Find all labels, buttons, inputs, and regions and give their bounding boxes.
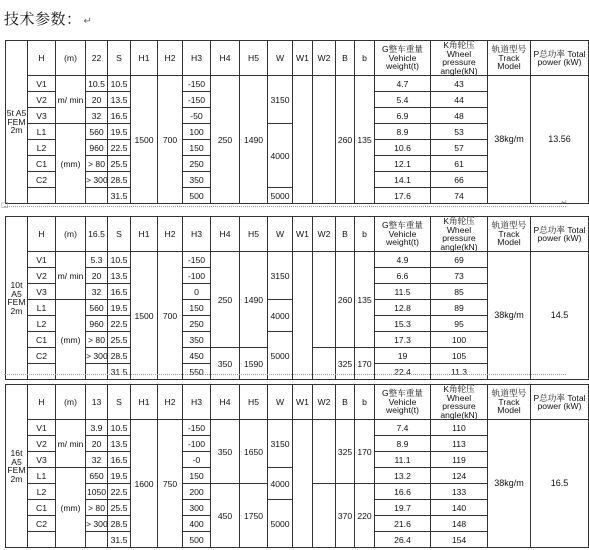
m-value: 32 — [86, 284, 108, 300]
row-label: V3 — [28, 452, 56, 468]
header-w2: W2 — [313, 41, 336, 76]
m-value: > 80 — [86, 500, 108, 516]
header-total-power: P总功率 Total power (kW) — [531, 385, 589, 420]
wheel-pressure-value: 154 — [431, 532, 488, 548]
spec-table-5t — [5, 40, 589, 204]
h3-value: -100 — [183, 436, 211, 452]
capacity-label: 10t A5 FEM 2m — [6, 217, 28, 380]
s-value: 28.5 — [108, 516, 131, 532]
wheel-pressure-value: 100 — [431, 332, 488, 348]
table-header-row — [6, 41, 589, 76]
m-value — [86, 188, 108, 204]
m-value: 32 — [86, 108, 108, 124]
unit-speed: m/ min — [56, 420, 86, 468]
h3-value: 250 — [183, 156, 211, 172]
header-h3: H3 — [183, 41, 211, 76]
header-h1: H1 — [131, 41, 158, 76]
header-w2: W2 — [313, 217, 336, 252]
total-power-value: 14.5 — [531, 252, 589, 380]
wheel-pressure-value: 53 — [431, 124, 488, 140]
header-w: W — [268, 217, 293, 252]
wheel-pressure-value: 43 — [431, 76, 488, 92]
row-label — [28, 188, 56, 204]
header-w1: W1 — [293, 41, 313, 76]
w1-value — [293, 76, 313, 204]
vehicle-weight-value: 8.9 — [375, 436, 431, 452]
header-vehicle-weight: G整车重量 Vehicle weight(t) — [375, 385, 431, 420]
vehicle-weight-value: 21.6 — [375, 516, 431, 532]
s-value: 25.5 — [108, 156, 131, 172]
row-label: L2 — [28, 140, 56, 156]
h4-value: 250 — [211, 252, 240, 348]
vehicle-weight-value: 11.5 — [375, 284, 431, 300]
vehicle-weight-value: 14.1 — [375, 172, 431, 188]
w-value: 3150 — [268, 420, 293, 468]
m-value: > 80 — [86, 156, 108, 172]
header-w1: W1 — [293, 385, 313, 420]
row-label: V1 — [28, 76, 56, 92]
w-value: 4000 — [268, 124, 293, 188]
vehicle-weight-value: 7.4 — [375, 420, 431, 436]
total-power-value: 13.56 — [531, 76, 589, 204]
w-value: 5000 — [268, 500, 293, 548]
header-b: b — [355, 217, 375, 252]
s-value: 19.5 — [108, 300, 131, 316]
row-label: C1 — [28, 332, 56, 348]
vehicle-weight-value: 13.2 — [375, 468, 431, 484]
paragraph-mark-icon: ↵ — [561, 198, 568, 207]
row-label: C1 — [28, 156, 56, 172]
s-value: 31.5 — [108, 532, 131, 548]
header-b: B — [336, 41, 355, 76]
row-label: L1 — [28, 300, 56, 316]
s-value: 16.5 — [108, 108, 131, 124]
m-value: 20 — [86, 436, 108, 452]
wheel-pressure-value: 61 — [431, 156, 488, 172]
table-header-row — [6, 217, 589, 252]
m-value — [86, 532, 108, 548]
unit-length: (mm) — [56, 124, 86, 204]
h4-value: 350 — [211, 420, 240, 484]
h3-value: 0 — [183, 284, 211, 300]
row-label: V3 — [28, 108, 56, 124]
header-unit-m: (m) — [56, 217, 86, 252]
unit-length: (mm) — [56, 300, 86, 380]
w2-value — [313, 348, 336, 380]
h3-value: 350 — [183, 332, 211, 348]
h3-value: -150 — [183, 76, 211, 92]
s-value: 31.5 — [108, 188, 131, 204]
spec-table-16t — [5, 384, 589, 548]
header-h4: H4 — [211, 217, 240, 252]
w-value: 5000 — [268, 332, 293, 380]
vehicle-weight-value: 19.7 — [375, 500, 431, 516]
m-value: > 80 — [86, 332, 108, 348]
h2-value: 700 — [158, 252, 183, 380]
capacity-label: 16t A5 FEM 2m — [6, 385, 28, 548]
h5-value: 1650 — [240, 420, 268, 484]
m-value: 560 — [86, 124, 108, 140]
document-title — [4, 8, 92, 29]
unit-speed: m/ min — [56, 76, 86, 124]
unit-speed: m/ min — [56, 252, 86, 300]
w-value: 3150 — [268, 252, 293, 300]
w2-value — [313, 484, 336, 548]
b-value: 260 — [336, 76, 355, 204]
header-wheel-pressure: K角轮压 Wheel pressure angle(kN) — [431, 217, 488, 252]
row-label: V2 — [28, 268, 56, 284]
header-track-model: 轨道型号 Track Model — [488, 385, 531, 420]
header-h: H — [28, 217, 56, 252]
wheel-pressure-value: 89 — [431, 300, 488, 316]
h3-value: 500 — [183, 532, 211, 548]
m-value: 20 — [86, 92, 108, 108]
vehicle-weight-value: 4.9 — [375, 252, 431, 268]
row-label: V2 — [28, 436, 56, 452]
s-value: 28.5 — [108, 172, 131, 188]
wheel-pressure-value: 113 — [431, 436, 488, 452]
h3-value: -150 — [183, 252, 211, 268]
b-value: 135 — [355, 76, 375, 204]
s-value: 22.5 — [108, 140, 131, 156]
w1-value — [293, 420, 313, 548]
s-value: 25.5 — [108, 332, 131, 348]
h3-value: 200 — [183, 484, 211, 500]
track-model-value: 38kg/m — [488, 252, 531, 380]
s-value: 13.5 — [108, 436, 131, 452]
vehicle-weight-value: 12.1 — [375, 156, 431, 172]
m-value: 3.9 — [86, 420, 108, 436]
h3-value: 150 — [183, 468, 211, 484]
header-speed: 22 — [86, 41, 108, 76]
header-b: b — [355, 41, 375, 76]
header-s: S — [108, 385, 131, 420]
header-h: H — [28, 41, 56, 76]
header-total-power: P总功率 Total power (kW) — [531, 41, 589, 76]
header-b: B — [336, 385, 355, 420]
vehicle-weight-value: 5.4 — [375, 92, 431, 108]
row-label — [28, 364, 56, 380]
header-h3: H3 — [183, 385, 211, 420]
header-unit-m: (m) — [56, 41, 86, 76]
header-h5: H5 — [240, 385, 268, 420]
w-value: 4000 — [268, 300, 293, 332]
s-value: 13.5 — [108, 268, 131, 284]
header-b: b — [355, 385, 375, 420]
header-h: H — [28, 385, 56, 420]
m-value: 1050 — [86, 484, 108, 500]
s-value: 16.5 — [108, 284, 131, 300]
vehicle-weight-value: 10.6 — [375, 140, 431, 156]
header-total-power: P总功率 Total power (kW) — [531, 217, 589, 252]
header-vehicle-weight: G整车重量 Vehicle weight(t) — [375, 41, 431, 76]
s-value: 19.5 — [108, 124, 131, 140]
m-value: 32 — [86, 452, 108, 468]
b-value: 260 — [336, 252, 355, 348]
vehicle-weight-value: 16.6 — [375, 484, 431, 500]
h4-value: 350 — [211, 348, 240, 380]
paragraph-mark-icon: ↵ — [83, 16, 93, 27]
wheel-pressure-value: 140 — [431, 500, 488, 516]
m-value: 650 — [86, 468, 108, 484]
total-power-value: 16.5 — [531, 420, 589, 548]
header-h3: H3 — [183, 217, 211, 252]
table-row — [6, 76, 589, 92]
wheel-pressure-value: 110 — [431, 420, 488, 436]
track-model-value: 38kg/m — [488, 420, 531, 548]
wheel-pressure-value: 48 — [431, 108, 488, 124]
page-break-line — [4, 374, 566, 375]
header-s: S — [108, 41, 131, 76]
capacity-label: 5t A5 FEM 2m — [6, 41, 28, 204]
vehicle-weight-value: 17.6 — [375, 188, 431, 204]
vehicle-weight-value: 15.3 — [375, 316, 431, 332]
m-value: 10.5 — [86, 76, 108, 92]
h3-value: 350 — [183, 172, 211, 188]
w-value: 3150 — [268, 76, 293, 124]
wheel-pressure-value: 85 — [431, 284, 488, 300]
vehicle-weight-value: 22.4 — [375, 364, 431, 380]
header-h5: H5 — [240, 41, 268, 76]
header-wheel-pressure: K角轮压 Wheel pressure angle(kN) — [431, 385, 488, 420]
vehicle-weight-value: 8.9 — [375, 124, 431, 140]
row-label: L2 — [28, 484, 56, 500]
header-wheel-pressure: K角轮压 Wheel pressure angle(kN) — [431, 41, 488, 76]
row-label: L2 — [28, 316, 56, 332]
vehicle-weight-value: 11.1 — [375, 452, 431, 468]
row-label: C1 — [28, 500, 56, 516]
w-value: 4000 — [268, 468, 293, 500]
b-value: 170 — [355, 348, 375, 380]
row-label: V1 — [28, 420, 56, 436]
wheel-pressure-value: 105 — [431, 348, 488, 364]
b-value: 370 — [336, 484, 355, 548]
b-value: 325 — [336, 420, 355, 484]
w-value: 5000 — [268, 188, 293, 204]
title-text: 技术参数： — [4, 10, 82, 28]
header-track-model: 轨道型号 Track Model — [488, 41, 531, 76]
b-value: 220 — [355, 484, 375, 548]
vehicle-weight-value: 4.7 — [375, 76, 431, 92]
h2-value: 750 — [158, 420, 183, 548]
h5-value: 1590 — [240, 348, 268, 380]
wheel-pressure-value: 74 — [431, 188, 488, 204]
h1-value: 1500 — [131, 76, 158, 204]
s-value: 31.5 — [108, 364, 131, 380]
w1-value — [293, 252, 313, 380]
wheel-pressure-value: 148 — [431, 516, 488, 532]
wheel-pressure-value: 69 — [431, 252, 488, 268]
wheel-pressure-value: 119 — [431, 452, 488, 468]
s-value: 10.5 — [108, 420, 131, 436]
unit-length: (mm) — [56, 468, 86, 548]
wheel-pressure-value: 124 — [431, 468, 488, 484]
h5-value: 1750 — [240, 484, 268, 548]
h3-value: 100 — [183, 124, 211, 140]
wheel-pressure-value: 57 — [431, 140, 488, 156]
m-value: > 300 — [86, 348, 108, 364]
header-s: S — [108, 217, 131, 252]
wheel-pressure-value: 95 — [431, 316, 488, 332]
h3-value: 450 — [183, 348, 211, 364]
wheel-pressure-value: 11.3 — [431, 364, 488, 380]
vehicle-weight-value: 6.6 — [375, 268, 431, 284]
m-value: 960 — [86, 140, 108, 156]
header-vehicle-weight: G整车重量 Vehicle weight(t) — [375, 217, 431, 252]
table-header-row — [6, 385, 589, 420]
vehicle-weight-value: 19 — [375, 348, 431, 364]
header-h4: H4 — [211, 41, 240, 76]
header-w: W — [268, 41, 293, 76]
vehicle-weight-value: 6.9 — [375, 108, 431, 124]
page-break-line — [4, 206, 566, 207]
wheel-pressure-value: 44 — [431, 92, 488, 108]
m-value: 960 — [86, 316, 108, 332]
h3-value: 550 — [183, 364, 211, 380]
h3-value: -150 — [183, 92, 211, 108]
table-row — [6, 252, 589, 268]
h3-value: -150 — [183, 420, 211, 436]
h5-value: 1490 — [240, 76, 268, 204]
w2-value — [313, 420, 336, 484]
h3-value: 500 — [183, 188, 211, 204]
w2-value — [313, 76, 336, 204]
s-value: 22.5 — [108, 484, 131, 500]
b-value: 170 — [355, 420, 375, 484]
h3-value: -0 — [183, 452, 211, 468]
wheel-pressure-value: 73 — [431, 268, 488, 284]
s-value: 25.5 — [108, 500, 131, 516]
track-model-value: 38kg/m — [488, 76, 531, 204]
header-h2: H2 — [158, 41, 183, 76]
header-h2: H2 — [158, 217, 183, 252]
h1-value: 1600 — [131, 420, 158, 548]
row-label: V1 — [28, 252, 56, 268]
vehicle-weight-value: 17.3 — [375, 332, 431, 348]
m-value — [86, 364, 108, 380]
s-value: 19.5 — [108, 468, 131, 484]
h4-value: 250 — [211, 76, 240, 204]
header-speed: 16.5 — [86, 217, 108, 252]
header-w: W — [268, 385, 293, 420]
vehicle-weight-value: 12.8 — [375, 300, 431, 316]
header-h4: H4 — [211, 385, 240, 420]
s-value: 13.5 — [108, 92, 131, 108]
header-b: B — [336, 217, 355, 252]
h3-value: 300 — [183, 500, 211, 516]
s-value: 10.5 — [108, 76, 131, 92]
s-value: 22.5 — [108, 316, 131, 332]
h2-value: 700 — [158, 76, 183, 204]
wheel-pressure-value: 133 — [431, 484, 488, 500]
row-label: C2 — [28, 348, 56, 364]
row-label — [28, 532, 56, 548]
b-value: 325 — [336, 348, 355, 380]
row-label: V2 — [28, 92, 56, 108]
header-h2: H2 — [158, 385, 183, 420]
row-label: L1 — [28, 124, 56, 140]
wheel-pressure-value: 66 — [431, 172, 488, 188]
header-speed: 13 — [86, 385, 108, 420]
m-value: 20 — [86, 268, 108, 284]
header-w1: W1 — [293, 217, 313, 252]
h4-value: 450 — [211, 484, 240, 548]
h3-value: 400 — [183, 516, 211, 532]
table-row — [6, 420, 589, 436]
h3-value: 150 — [183, 300, 211, 316]
h3-value: 250 — [183, 316, 211, 332]
page-break-marker: □ — [1, 200, 9, 209]
row-label: V3 — [28, 284, 56, 300]
spec-table-10t — [5, 216, 589, 380]
s-value: 16.5 — [108, 452, 131, 468]
m-value: > 300 — [86, 172, 108, 188]
header-h1: H1 — [131, 217, 158, 252]
m-value: 5.3 — [86, 252, 108, 268]
header-unit-m: (m) — [56, 385, 86, 420]
row-label: C2 — [28, 172, 56, 188]
w2-value — [313, 252, 336, 348]
row-label: L1 — [28, 468, 56, 484]
vehicle-weight-value: 26.4 — [375, 532, 431, 548]
m-value: 560 — [86, 300, 108, 316]
h1-value: 1500 — [131, 252, 158, 380]
h3-value: -50 — [183, 108, 211, 124]
m-value: > 300 — [86, 516, 108, 532]
h3-value: 150 — [183, 140, 211, 156]
h3-value: -100 — [183, 268, 211, 284]
b-value: 135 — [355, 252, 375, 348]
row-label: C2 — [28, 516, 56, 532]
header-h5: H5 — [240, 217, 268, 252]
header-h1: H1 — [131, 385, 158, 420]
header-track-model: 轨道型号 Track Model — [488, 217, 531, 252]
h5-value: 1490 — [240, 252, 268, 348]
s-value: 10.5 — [108, 252, 131, 268]
s-value: 28.5 — [108, 348, 131, 364]
header-w2: W2 — [313, 385, 336, 420]
